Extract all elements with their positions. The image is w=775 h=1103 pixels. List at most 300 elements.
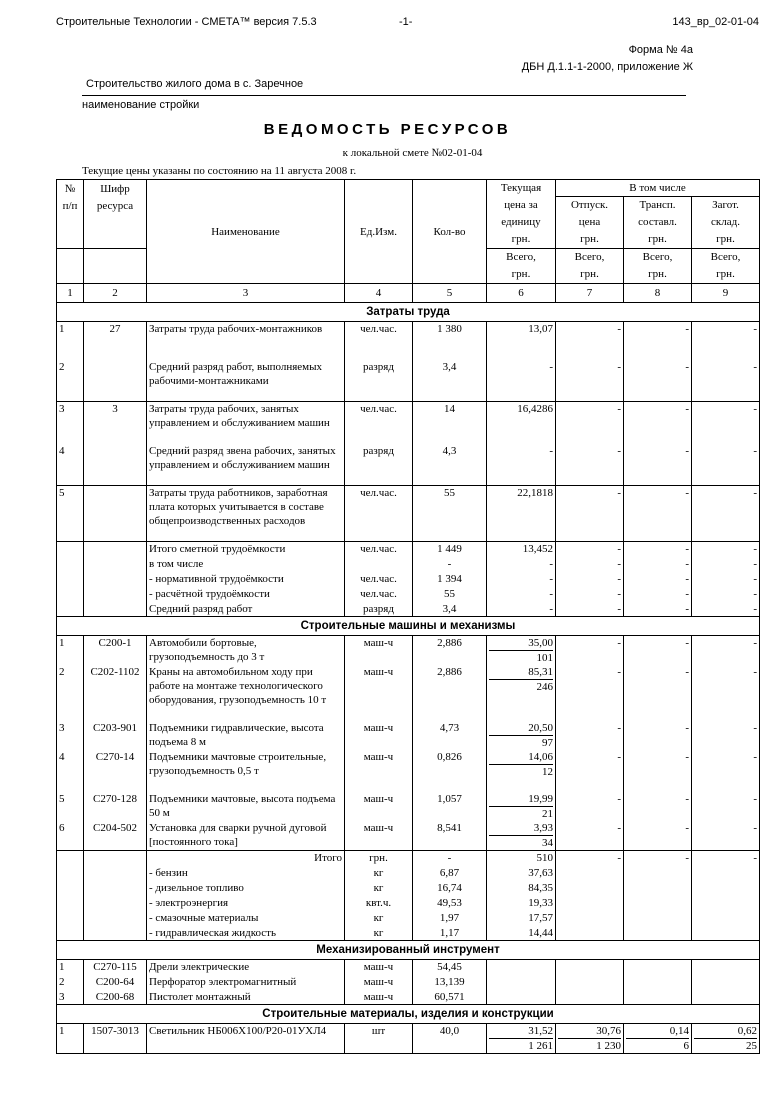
resource-name: - нормативной трудоёмкости bbox=[147, 572, 345, 587]
current-price bbox=[487, 821, 556, 851]
quantity: 4,73 bbox=[413, 721, 487, 750]
transport-cost bbox=[624, 881, 692, 896]
row-number bbox=[57, 866, 84, 881]
current-price-value: 85,31 bbox=[489, 665, 553, 680]
unit: грн. bbox=[345, 851, 413, 866]
unit: кг bbox=[345, 911, 413, 926]
release-price bbox=[556, 960, 624, 975]
resource-name: Итого сметной трудоёмкости bbox=[147, 542, 345, 557]
quantity: 3,4 bbox=[413, 360, 487, 402]
storage-cost: - bbox=[692, 542, 760, 557]
quantity: 49,53 bbox=[413, 896, 487, 911]
current-price bbox=[487, 636, 556, 666]
unit: маш-ч bbox=[345, 792, 413, 821]
release-price: - bbox=[556, 486, 624, 542]
storage-cost bbox=[692, 911, 760, 926]
release-price-value: 30,76 bbox=[558, 1024, 621, 1039]
table-row bbox=[57, 587, 760, 602]
transport-cost: - bbox=[624, 444, 692, 486]
resource-code bbox=[84, 542, 147, 557]
row-number: 2 bbox=[57, 975, 84, 990]
release-price: - bbox=[556, 750, 624, 792]
storage-cost: - bbox=[692, 750, 760, 792]
unit: кг bbox=[345, 881, 413, 896]
current-price-value: 31,52 bbox=[489, 1024, 553, 1039]
quantity: 14 bbox=[413, 402, 487, 444]
page-number: -1- bbox=[399, 16, 413, 28]
quantity: 40,0 bbox=[413, 1024, 487, 1054]
current-price: - bbox=[487, 444, 556, 486]
transport-cost bbox=[624, 866, 692, 881]
table-row bbox=[57, 721, 760, 750]
table-row bbox=[57, 602, 760, 617]
quantity: 0,826 bbox=[413, 750, 487, 792]
quantity: 1 394 bbox=[413, 572, 487, 587]
current-price: 13,452 bbox=[487, 542, 556, 557]
current-price: 84,35 bbox=[487, 881, 556, 896]
resource-table bbox=[56, 179, 760, 1054]
current-price: - bbox=[487, 602, 556, 617]
quantity: 6,87 bbox=[413, 866, 487, 881]
table-row bbox=[57, 1024, 760, 1054]
col-number: 1 bbox=[57, 284, 84, 303]
resource-name: Средний разряд работ, выполняемых рабочими-монтажниками bbox=[147, 360, 345, 402]
release-price bbox=[556, 926, 624, 941]
row-number: 5 bbox=[57, 486, 84, 542]
storage-cost: - bbox=[692, 792, 760, 821]
resource-code bbox=[84, 851, 147, 866]
table-header bbox=[57, 180, 760, 303]
table-row bbox=[57, 572, 760, 587]
project-caption: наименование стройки bbox=[82, 99, 200, 111]
row-number bbox=[57, 557, 84, 572]
unit: маш-ч bbox=[345, 636, 413, 666]
storage-cost bbox=[692, 975, 760, 990]
row-number bbox=[57, 896, 84, 911]
current-price bbox=[487, 665, 556, 721]
unit: маш-ч bbox=[345, 821, 413, 851]
resource-name: в том числе bbox=[147, 557, 345, 572]
storage-cost-total: 25 bbox=[746, 1040, 757, 1052]
storage-cost bbox=[692, 960, 760, 975]
col-number: 2 bbox=[84, 284, 147, 303]
standard-reference: ДБН Д.1.1-1-2000, приложение Ж bbox=[521, 61, 693, 73]
storage-cost: - bbox=[692, 322, 760, 360]
resource-name: Затраты труда рабочих-монтажников bbox=[147, 322, 345, 360]
resource-code: 1507-3013 bbox=[84, 1024, 147, 1054]
transport-cost: - bbox=[624, 587, 692, 602]
resource-code: С270-14 bbox=[84, 750, 147, 792]
transport-cost: - bbox=[624, 486, 692, 542]
resource-code: С202-1102 bbox=[84, 665, 147, 721]
storage-cost bbox=[692, 881, 760, 896]
storage-cost: - bbox=[692, 665, 760, 721]
release-price: - bbox=[556, 721, 624, 750]
current-price: 14,44 bbox=[487, 926, 556, 941]
unit: чел.час. bbox=[345, 542, 413, 557]
col-code-header-blank bbox=[84, 249, 147, 284]
table-row bbox=[57, 792, 760, 821]
storage-total-header: Всего, грн. bbox=[692, 249, 760, 284]
quantity: 1 380 bbox=[413, 322, 487, 360]
table-row bbox=[57, 402, 760, 444]
resource-code: 3 bbox=[84, 402, 147, 444]
table-row bbox=[57, 866, 760, 881]
current-price-total: 246 bbox=[536, 681, 553, 693]
col-number: 5 bbox=[413, 284, 487, 303]
transport-cost bbox=[624, 975, 692, 990]
col-storage-header: Загот. склад. грн. bbox=[692, 197, 760, 249]
transport-cost: - bbox=[624, 636, 692, 666]
col-unit-header: Ед.Изм. bbox=[345, 180, 413, 284]
resource-name: Затраты труда рабочих, занятых управлением и обслуживанием машин bbox=[147, 402, 345, 444]
release-price: - bbox=[556, 602, 624, 617]
table-body bbox=[57, 303, 760, 1054]
resource-code: С200-68 bbox=[84, 990, 147, 1005]
row-number: 4 bbox=[57, 750, 84, 792]
row-number: 3 bbox=[57, 721, 84, 750]
row-number: 1 bbox=[57, 1024, 84, 1054]
section-row bbox=[57, 941, 760, 960]
unit: маш-ч bbox=[345, 750, 413, 792]
row-number: 6 bbox=[57, 821, 84, 851]
quantity: 54,45 bbox=[413, 960, 487, 975]
current-price-value: 3,93 bbox=[489, 821, 553, 836]
storage-cost: - bbox=[692, 360, 760, 402]
resource-name: Перфоратор электромагнитный bbox=[147, 975, 345, 990]
transport-cost: - bbox=[624, 750, 692, 792]
current-price bbox=[487, 975, 556, 990]
unit: разряд bbox=[345, 360, 413, 402]
storage-cost-value: 0,62 bbox=[694, 1024, 757, 1039]
row-number: 4 bbox=[57, 444, 84, 486]
table-row bbox=[57, 542, 760, 557]
quantity: - bbox=[413, 851, 487, 866]
release-price bbox=[556, 975, 624, 990]
row-number bbox=[57, 542, 84, 557]
quantity: 3,4 bbox=[413, 602, 487, 617]
current-price-total: 97 bbox=[542, 737, 553, 749]
current-price-value: 35,00 bbox=[489, 636, 553, 651]
resource-name: - гидравлическая жидкость bbox=[147, 926, 345, 941]
transport-cost: - bbox=[624, 402, 692, 444]
row-number: 1 bbox=[57, 322, 84, 360]
unit: кг bbox=[345, 926, 413, 941]
current-price: - bbox=[487, 557, 556, 572]
col-number: 6 bbox=[487, 284, 556, 303]
transport-cost: - bbox=[624, 665, 692, 721]
resource-code bbox=[84, 587, 147, 602]
transport-cost: - bbox=[624, 821, 692, 851]
release-price bbox=[556, 990, 624, 1005]
resource-name: Итого bbox=[147, 851, 345, 866]
release-price: - bbox=[556, 360, 624, 402]
project-underline bbox=[82, 95, 686, 96]
storage-cost bbox=[692, 866, 760, 881]
current-price: 13,07 bbox=[487, 322, 556, 360]
resource-code: 27 bbox=[84, 322, 147, 360]
release-price: - bbox=[556, 792, 624, 821]
section-title: Строительные материалы, изделия и конструкции bbox=[57, 1005, 760, 1024]
col-number: 7 bbox=[556, 284, 624, 303]
section-title: Затраты труда bbox=[57, 303, 760, 322]
resource-code bbox=[84, 881, 147, 896]
table-row bbox=[57, 636, 760, 666]
current-price-total: 101 bbox=[536, 652, 553, 664]
col-transport-header: Трансп. составл. грн. bbox=[624, 197, 692, 249]
quantity: 16,74 bbox=[413, 881, 487, 896]
unit: чел.час. bbox=[345, 322, 413, 360]
current-price bbox=[487, 960, 556, 975]
section-row bbox=[57, 617, 760, 636]
table-row bbox=[57, 360, 760, 402]
current-price bbox=[487, 1024, 556, 1054]
resource-name: - электроэнергия bbox=[147, 896, 345, 911]
table-row bbox=[57, 926, 760, 941]
resource-name: Автомобили бортовые, грузоподъемность до 3 т bbox=[147, 636, 345, 666]
transport-cost: - bbox=[624, 721, 692, 750]
unit: чел.час. bbox=[345, 587, 413, 602]
row-number bbox=[57, 851, 84, 866]
storage-cost bbox=[692, 990, 760, 1005]
document-code: 143_вр_02-01-04 bbox=[672, 16, 759, 28]
col-release-header: Отпуск. цена грн. bbox=[556, 197, 624, 249]
current-price-total: 21 bbox=[542, 808, 553, 820]
unit: кг bbox=[345, 866, 413, 881]
including-header: В том числе bbox=[556, 180, 760, 197]
quantity: 2,886 bbox=[413, 665, 487, 721]
resource-name: Подъемники гидравлические, высота подъема 8 м bbox=[147, 721, 345, 750]
release-price-total: 1 230 bbox=[596, 1040, 621, 1052]
resource-code bbox=[84, 360, 147, 402]
current-price: 16,4286 bbox=[487, 402, 556, 444]
transport-total-header: Всего, грн. bbox=[624, 249, 692, 284]
transport-cost-total: 6 bbox=[683, 1040, 689, 1052]
current-price: 510 bbox=[487, 851, 556, 866]
resource-code bbox=[84, 926, 147, 941]
section-title: Строительные машины и механизмы bbox=[57, 617, 760, 636]
resource-code bbox=[84, 572, 147, 587]
table-row bbox=[57, 960, 760, 975]
resource-name: Затраты труда работников, заработная плата которых учитывается в составе общепроизводственных расходов bbox=[147, 486, 345, 542]
col-name-header: Наименование bbox=[147, 180, 345, 284]
resource-code bbox=[84, 602, 147, 617]
form-number: Форма № 4а bbox=[628, 44, 693, 56]
row-number: 1 bbox=[57, 960, 84, 975]
table-row bbox=[57, 975, 760, 990]
row-number: 3 bbox=[57, 402, 84, 444]
transport-cost: - bbox=[624, 557, 692, 572]
quantity: 55 bbox=[413, 486, 487, 542]
release-price: - bbox=[556, 542, 624, 557]
resource-code: С270-115 bbox=[84, 960, 147, 975]
release-price: - bbox=[556, 636, 624, 666]
row-number bbox=[57, 926, 84, 941]
table-row bbox=[57, 557, 760, 572]
transport-cost bbox=[624, 1024, 692, 1054]
release-price: - bbox=[556, 444, 624, 486]
current-price: 17,57 bbox=[487, 911, 556, 926]
col-price-header: Текущая цена за единицу грн. bbox=[487, 180, 556, 249]
release-price bbox=[556, 866, 624, 881]
unit: чел.час. bbox=[345, 402, 413, 444]
table-row bbox=[57, 486, 760, 542]
resource-name: - бензин bbox=[147, 866, 345, 881]
col-number: 9 bbox=[692, 284, 760, 303]
resource-name: Средний разряд звена рабочих, занятых управлением и обслуживанием машин bbox=[147, 444, 345, 486]
storage-cost: - bbox=[692, 602, 760, 617]
row-number: 2 bbox=[57, 665, 84, 721]
resource-name: Пистолет монтажный bbox=[147, 990, 345, 1005]
row-number: 2 bbox=[57, 360, 84, 402]
section-row bbox=[57, 303, 760, 322]
resource-name: Дрели электрические bbox=[147, 960, 345, 975]
resource-name: Средний разряд работ bbox=[147, 602, 345, 617]
release-price bbox=[556, 1024, 624, 1054]
row-number bbox=[57, 881, 84, 896]
unit: разряд bbox=[345, 444, 413, 486]
storage-cost: - bbox=[692, 486, 760, 542]
resource-code: С203-901 bbox=[84, 721, 147, 750]
resource-name: Светильник НБ006Х100/Р20-01УХЛ4 bbox=[147, 1024, 345, 1054]
quantity: 1,97 bbox=[413, 911, 487, 926]
resource-name: - смазочные материалы bbox=[147, 911, 345, 926]
unit: маш-ч bbox=[345, 721, 413, 750]
row-number: 1 bbox=[57, 636, 84, 666]
resource-name: Подъемники мачтовые строительные, грузоподъемность 0,5 т bbox=[147, 750, 345, 792]
table-row bbox=[57, 851, 760, 866]
current-price: - bbox=[487, 360, 556, 402]
col-number: 3 bbox=[147, 284, 345, 303]
transport-cost bbox=[624, 911, 692, 926]
col-number: 8 bbox=[624, 284, 692, 303]
col-num-header-blank bbox=[57, 249, 84, 284]
storage-cost bbox=[692, 926, 760, 941]
unit: квт.ч. bbox=[345, 896, 413, 911]
resource-code bbox=[84, 486, 147, 542]
release-price bbox=[556, 896, 624, 911]
resource-code bbox=[84, 557, 147, 572]
transport-cost: - bbox=[624, 572, 692, 587]
table-row bbox=[57, 911, 760, 926]
col-num-header: № п/п bbox=[57, 180, 84, 249]
project-name: Строительство жилого дома в с. Заречное bbox=[86, 78, 304, 90]
resource-code: С270-128 bbox=[84, 792, 147, 821]
storage-cost: - bbox=[692, 444, 760, 486]
section-row bbox=[57, 1005, 760, 1024]
release-price: - bbox=[556, 557, 624, 572]
unit: маш-ч bbox=[345, 990, 413, 1005]
resource-code bbox=[84, 866, 147, 881]
transport-cost bbox=[624, 960, 692, 975]
unit: чел.час. bbox=[345, 486, 413, 542]
transport-cost: - bbox=[624, 851, 692, 866]
app-version-header: Строительные Технологии - СМЕТА™ версия 7.5.3 bbox=[56, 16, 317, 28]
release-price: - bbox=[556, 587, 624, 602]
release-price: - bbox=[556, 665, 624, 721]
resource-name: - расчётной трудоёмкости bbox=[147, 587, 345, 602]
unit: маш-ч bbox=[345, 975, 413, 990]
current-price: 37,63 bbox=[487, 866, 556, 881]
resource-code bbox=[84, 911, 147, 926]
transport-cost: - bbox=[624, 360, 692, 402]
storage-cost bbox=[692, 1024, 760, 1054]
table-row bbox=[57, 990, 760, 1005]
storage-cost: - bbox=[692, 821, 760, 851]
transport-cost bbox=[624, 926, 692, 941]
current-price-total: 12 bbox=[542, 766, 553, 778]
table-row bbox=[57, 750, 760, 792]
section-title: Механизированный инструмент bbox=[57, 941, 760, 960]
table-row bbox=[57, 322, 760, 360]
table-row bbox=[57, 444, 760, 486]
current-price-total: 1 261 bbox=[528, 1040, 553, 1052]
row-number bbox=[57, 587, 84, 602]
resource-code: С200-64 bbox=[84, 975, 147, 990]
prices-note: Текущие цены указаны по состоянию на 11 августа 2008 г. bbox=[82, 165, 357, 177]
resource-code bbox=[84, 896, 147, 911]
storage-cost: - bbox=[692, 402, 760, 444]
current-price: - bbox=[487, 572, 556, 587]
unit: шт bbox=[345, 1024, 413, 1054]
quantity: 8,541 bbox=[413, 821, 487, 851]
transport-cost-value: 0,14 bbox=[626, 1024, 689, 1039]
table-row bbox=[57, 881, 760, 896]
current-price-total: 34 bbox=[542, 837, 553, 849]
storage-cost: - bbox=[692, 851, 760, 866]
transport-cost: - bbox=[624, 542, 692, 557]
storage-cost: - bbox=[692, 587, 760, 602]
current-price bbox=[487, 721, 556, 750]
row-number: 5 bbox=[57, 792, 84, 821]
resource-code bbox=[84, 444, 147, 486]
transport-cost bbox=[624, 990, 692, 1005]
transport-cost: - bbox=[624, 602, 692, 617]
unit: маш-ч bbox=[345, 960, 413, 975]
storage-cost: - bbox=[692, 636, 760, 666]
quantity: 2,886 bbox=[413, 636, 487, 666]
quantity: 1,17 bbox=[413, 926, 487, 941]
col-number: 4 bbox=[345, 284, 413, 303]
release-price bbox=[556, 911, 624, 926]
quantity: 60,571 bbox=[413, 990, 487, 1005]
document-title: ВЕДОМОСТЬ РЕСУРСОВ bbox=[263, 121, 512, 138]
release-price: - bbox=[556, 851, 624, 866]
row-number bbox=[57, 911, 84, 926]
resource-code: С204-502 bbox=[84, 821, 147, 851]
unit: маш-ч bbox=[345, 665, 413, 721]
table-row bbox=[57, 896, 760, 911]
current-price-value: 19,99 bbox=[489, 792, 553, 807]
current-price: - bbox=[487, 587, 556, 602]
release-price bbox=[556, 881, 624, 896]
col-code-header: Шифр ресурса bbox=[84, 180, 147, 249]
document-subtitle: к локальной смете №02-01-04 bbox=[342, 147, 483, 159]
resource-name: Установка для сварки ручной дуговой [постоянного тока] bbox=[147, 821, 345, 851]
release-price: - bbox=[556, 821, 624, 851]
unit: чел.час. bbox=[345, 572, 413, 587]
quantity: - bbox=[413, 557, 487, 572]
resource-name: Подъемники мачтовые, высота подъема 50 м bbox=[147, 792, 345, 821]
release-total-header: Всего, грн. bbox=[556, 249, 624, 284]
transport-cost: - bbox=[624, 322, 692, 360]
quantity: 1 449 bbox=[413, 542, 487, 557]
current-price bbox=[487, 990, 556, 1005]
resource-name: Краны на автомобильном ходу при работе на монтаже технологического оборудования, грузоподъемность 10 т bbox=[147, 665, 345, 721]
quantity: 1,057 bbox=[413, 792, 487, 821]
current-price: 19,33 bbox=[487, 896, 556, 911]
resource-name: - дизельное топливо bbox=[147, 881, 345, 896]
